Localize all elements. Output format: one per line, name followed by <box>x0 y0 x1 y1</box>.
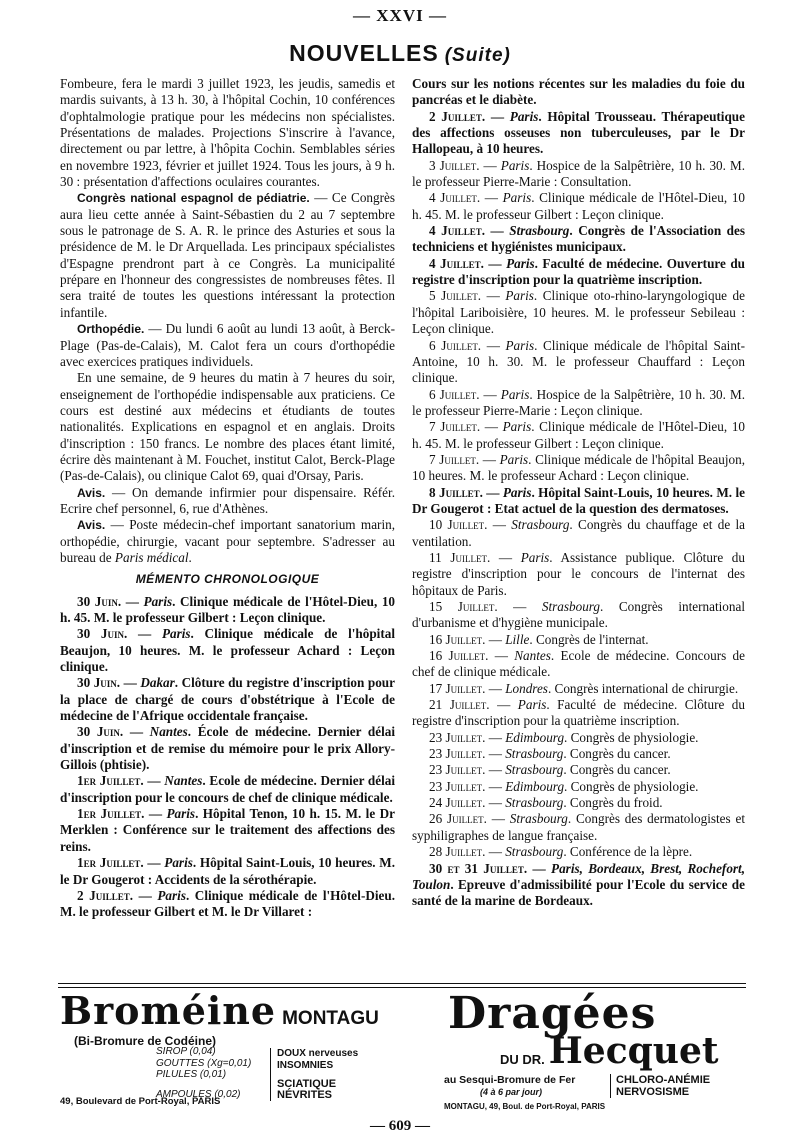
entry-date: 26 Juillet. <box>429 811 487 827</box>
entry-city: Paris <box>164 855 193 871</box>
section-heading: Avis. <box>77 518 106 533</box>
entry-city: Paris <box>502 190 532 206</box>
entry-city: Paris <box>505 337 535 353</box>
memento-heading: MÉMENTO CHRONOLOGIQUE <box>135 572 320 587</box>
entry-date: 28 Juillet. <box>429 844 486 860</box>
entry-date: 30 et 31 Juillet. <box>429 860 528 876</box>
entry-text: . École de médecine. Dernier délai d'inscription et de remise du mémoire pour le prix Allory-Gillois (phtisie). <box>60 724 396 773</box>
entry-date: 6 Juillet. <box>429 386 480 402</box>
entry-text: . Congrès des dermatologistes et syphiligraphes de langue française. <box>412 811 746 843</box>
calendar-entry: 30 Juin. — Paris. Clinique médicale de l'hôpital Beaujon, 10 heures. M. le professeur Achard : Leçon clinique. <box>60 626 395 675</box>
paragraph: Fombeure, fera le mardi 3 juillet 1923, les jeudis, samedis et mardis suivants, à 13 h. 30, à l'hôpital Cochin, 10 conférences d'ophtalmologie pratique pour les médecins non spécialistes. Présentations de malades. Projections S'inscrire à l'avance, directement ou par lettre, à l'hôpita Cochin. Semblables séries en novembre 1923, février et juillet 1924. Tous les jours, à 9 h. 30 : présentation d'affections oculaires courantes. <box>60 76 395 190</box>
indication: CHLORO-ANÉMIE <box>616 1074 711 1086</box>
product-dose: (4 à 6 par jour) <box>480 1087 543 1097</box>
entry-city: Paris <box>499 451 529 467</box>
entry-city: Londres <box>505 680 548 696</box>
bromeine-advert <box>60 990 400 1110</box>
calendar-entry: 30 et 31 Juillet. — Paris, Bordeaux, Brest, Rochefort, Toulon. Epreuve d'admissibilité pour l'Ecole du service de santé de la marine de Bordeaux. <box>412 860 746 909</box>
paragraph-text: — Du lundi 6 août au lundi 13 août, à Berck-Plage (Pas-de-Calais), M. Calot fera un cours d'orthopédie avec exercices pratiques individuels. <box>60 321 395 369</box>
entry-city: Paris <box>502 419 532 435</box>
calendar-entry: 4 Juillet. — Paris. Clinique médicale de l'Hôtel-Dieu, 10 h. 45. M. le professeur Gilbert : Leçon clinique. <box>412 190 746 222</box>
entry-city: Paris <box>500 386 530 402</box>
bromeine-headline <box>60 990 400 1032</box>
entry-date: 16 Juillet. <box>429 648 489 664</box>
paragraph <box>60 190 395 321</box>
indication: NERVOSISME <box>616 1086 690 1098</box>
product-description <box>444 1074 575 1098</box>
entry-date: 21 Juillet. <box>429 697 490 713</box>
entry-city: Paris, Bordeaux, Brest, Rochefort, Toulon <box>412 860 746 892</box>
entry-date: 1er Juillet. <box>77 855 144 871</box>
entry-date: 24 Juillet. <box>429 795 486 811</box>
calendar-entry: 16 Juillet. — Nantes. Ecole de médecine. Concours de chef de clinique médicale. <box>412 648 746 680</box>
entry-text: . Congrès de physiologie. <box>564 778 699 794</box>
entry-city: Edimbourg <box>505 778 565 794</box>
entry-text: . Clinique médicale de l'Hôtel-Dieu, 10 h. 45. M. le professeur Gilbert : Leçon clinique. <box>412 190 746 222</box>
entry-city: Nantes <box>149 724 188 740</box>
entry-date: 7 Juillet. <box>429 451 480 467</box>
calendar-entry: 21 Juillet. — Paris. Faculté de médecine. Clôture du registre d'inscription pour la quatrième inscription. <box>412 697 745 729</box>
entry-date: 2 Juillet. <box>77 887 134 903</box>
entry-text: . Clinique médicale de l'Hôtel-Dieu, 10 h. 45. M. le professeur Gilbert : Leçon clinique. <box>60 593 396 625</box>
entry-city: Paris <box>143 593 173 609</box>
calendar-entry: 6 Juillet. — Paris. Hospice de la Salpêtrière, 10 h. 30. M. le professeur Pierre-Marie : Leçon clinique. <box>412 386 745 418</box>
dosage-form: GOUTTES (Xg=0,01) <box>156 1057 252 1069</box>
calendar-entry: 30 Juin. — Nantes. École de médecine. Dernier délai d'inscription et de remise du mémoire pour le prix Allory-Gillois (phtisie). <box>60 724 396 773</box>
paragraph: En une semaine, de 9 heures du matin à 7 heures du soir, enseignement de l'orthopédie indispensable aux praticiens. Ce cours est destiné aux médecins et étudiants de toutes nationalités. Explications en espagnol et en anglais. Droits d'inscription : 150 francs. Le nombre des places étant limité, écrire dès maintenant à M. Fouchet, institut Calot, Berck-Plage (Pas-de-Calais), ou clinique Calot 69, quai d'Orsay, Paris. <box>60 370 395 484</box>
page-title <box>0 40 800 67</box>
brand-du: DU DR. <box>500 1051 545 1067</box>
entry-city: Dakar <box>140 675 175 691</box>
entry-date: 7 Juillet. <box>429 419 481 435</box>
product-composition: au Sesqui-Bromure de Fer <box>444 1074 576 1086</box>
advertiser-address: MONTAGU, 49, Boul. de Port-Royal, PARIS <box>444 1102 606 1111</box>
entry-city: Paris <box>500 157 530 173</box>
calendar-entry: 23 Juillet. — Edimbourg. Congrès de physiologie. <box>429 729 699 745</box>
paragraph-text: . <box>188 549 192 565</box>
calendar-entry: 16 Juillet. — Lille. Congrès de l'internat. <box>429 631 649 647</box>
page-number: — 609 — <box>370 1118 430 1134</box>
entry-date: 30 Juin. <box>77 593 122 609</box>
entry-text: . Clinique oto-rhino-laryngologique de l'hôpital Lariboisière, 10 heures. M. le professeur Sebileau : Leçon clinique. <box>412 288 746 337</box>
journal-name: Paris médical <box>114 549 189 565</box>
entry-text: . Hôpital Saint-Louis, 10 heures. M. le Dr Gougerot : Accidents de la sérothérapie. <box>60 855 395 887</box>
entry-city: Paris <box>520 549 550 565</box>
entry-city: Strasbourg <box>505 762 564 778</box>
section-heading: Orthopédie. <box>77 322 145 337</box>
calendar-entry: 7 Juillet. — Paris. Clinique médicale de l'hôpital Beaujon, 10 heures. M. le professeur Achard : Leçon clinique. <box>412 451 745 484</box>
indication: NÉVRITES <box>277 1089 333 1101</box>
entry-text: . Congrès du cancer. <box>563 746 671 762</box>
entry-city: Nantes <box>514 648 551 664</box>
calendar-entry: 23 Juillet. — Edimbourg. Congrès de physiologie. <box>429 778 699 794</box>
calendar-entry: 3 Juillet. — Paris. Hospice de la Salpêtrière, 10 h. 30. M. le professeur Pierre-Marie : Consultation. <box>412 157 745 190</box>
entry-text: . Hospice de la Salpêtrière, 10 h. 30. M. le professeur Pierre-Marie : Leçon clinique. <box>412 386 745 418</box>
entry-text: . Clinique médicale de l'hôpital Saint-Antoine, 10 h. 30. M. le professeur Chauffard : Leçon clinique. <box>412 337 745 386</box>
entry-city: Strasbourg <box>511 517 570 533</box>
indication: INSOMNIES <box>277 1059 334 1071</box>
paragraph <box>60 321 395 370</box>
entry-date: 1er Juillet. <box>77 773 144 789</box>
brand-doctor-name: Hecquet <box>548 1030 719 1072</box>
calendar-entry: 23 Juillet. — Strasbourg. Congrès du cancer. <box>429 746 671 762</box>
entry-text: . Faculté de médecine. Ouverture du registre d'inscription pour la quatrième inscription. <box>412 255 746 288</box>
entry-text: . Clinique médicale de l'hôpital Beaujon, 10 heures. M. le professeur Achard : Leçon clinique. <box>412 451 745 484</box>
entry-text: . Hôpital Tenon, 10 h. 15. M. le Dr Merklen : Conférence sur le traitement des affections des reins. <box>60 806 395 854</box>
entry-date: 17 Juillet. <box>429 680 486 696</box>
calendar-entry: 30 Juin. — Dakar. Clôture du registre d'inscription pour la place de chargé de cours d'obstétrique à l'Ecole de médecine de l'Afrique occidentale française. <box>60 675 395 724</box>
title-text: NOUVELLES <box>289 40 439 66</box>
calendar-entry: 15 Juillet. — Strasbourg. Congrès international d'urbanisme et d'hygiène municipale. <box>412 599 745 631</box>
page-roman-number: — XXVI — <box>353 6 447 25</box>
entry-text: . Conférence de la lèpre. <box>563 844 693 860</box>
hecquet-advert <box>440 990 750 1110</box>
brand-subline <box>500 1030 719 1072</box>
brand-name: Dragées <box>448 988 657 1039</box>
entry-city: Paris <box>509 108 539 124</box>
entry-date: 11 Juillet. <box>429 549 491 565</box>
entry-text: . Faculté de médecine. Clôture du registre d'inscription pour la quatrième inscription. <box>412 697 745 729</box>
entry-text: . Ecole de médecine. Dernier délai d'inscription pour le concours de chef de clinique médicale. <box>60 773 395 805</box>
calendar-entry: 24 Juillet. — Strasbourg. Congrès du froid. <box>429 795 663 811</box>
entry-city: Lille <box>505 631 530 647</box>
calendar-entry-continued: Cours sur les notions récentes sur les maladies du foie du pancréas et le diabète. <box>412 76 745 108</box>
entry-date: 3 Juillet. <box>429 157 480 173</box>
entry-date: 8 Juillet. <box>429 484 483 500</box>
entry-date: 10 Juillet. <box>429 517 488 533</box>
entry-text: . Clinique médicale de l'Hôtel-Dieu. M. le professeur Gilbert et M. le Dr Villaret : <box>60 887 396 920</box>
advert-divider <box>58 983 746 984</box>
entry-city: Strasbourg <box>541 599 601 614</box>
entry-city: Paris <box>502 484 532 500</box>
entry-date: 23 Juillet. <box>429 729 486 745</box>
paragraph-text: — Poste médecin-chef important sanatorium marin, orthopédie, chirurgie, vacant pour septembre. S'adresser au bureau de <box>60 517 395 565</box>
calendar-entry: 6 Juillet. — Paris. Clinique médicale de l'hôpital Saint-Antoine, 10 h. 30. M. le professeur Chauffard : Leçon clinique. <box>412 337 745 386</box>
entry-date: 30 Juin. <box>77 724 124 740</box>
entry-date: 23 Juillet. <box>429 762 486 778</box>
calendar-entry: 2 Juillet. — Paris. Clinique médicale de l'Hôtel-Dieu. M. le professeur Gilbert et M. le Dr Villaret : <box>60 887 396 920</box>
entry-date: 2 Juillet. <box>429 108 486 124</box>
indication: DOUX nerveuses <box>277 1048 359 1059</box>
calendar-entry: 4 Juillet. — Strasbourg. Congrès de l'Association des techniciens et hygiénistes municipaux. <box>412 223 745 255</box>
calendar-entry: 1er Juillet. — Paris. Hôpital Tenon, 10 h. 15. M. le Dr Merklen : Conférence sur le traitement des affections des reins. <box>60 806 395 854</box>
calendar-entry: 28 Juillet. — Strasbourg. Conférence de la lèpre. <box>429 844 693 860</box>
entry-text: . Congrès de l'internat. <box>529 631 649 647</box>
entry-text: . Congrès du chauffage et de la ventilation. <box>412 517 746 549</box>
left-column <box>60 76 395 921</box>
entry-date: 15 Juillet. <box>429 599 498 614</box>
calendar-entry: 4 Juillet. — Paris. Faculté de médecine. Ouverture du registre d'inscription pour la quatrième inscription. <box>412 255 746 288</box>
right-column <box>412 76 745 910</box>
dosage-form: PILULES (0,01) <box>156 1069 227 1080</box>
calendar-entry: 8 Juillet. — Paris. Hôpital Saint-Louis, 10 heures. M. le Dr Gougerot : Etat actuel de la question des dermatoses. <box>412 484 745 516</box>
calendar-entry: 17 Juillet. — Londres. Congrès international de chirurgie. <box>429 680 739 696</box>
entry-text: . Epreuve d'admissibilité pour l'Ecole du service de santé de la marine de Bordeaux. <box>412 876 745 909</box>
paragraph-text: — Ce Congrès aura lieu cette année à Saint-Sébastien du 2 au 7 septembre sous le patronage de S. A. R. le prince des Asturies et sous la présidence de M. le Dr Arquellada. Les principaux spécialistes d'Espagne prendront part à ce Congrès. La municipalité prépare en l'honneur des congressistes de nombreuses fêtes. Il sera traité de toutes les questions intéressant la protection infantile. <box>60 190 395 320</box>
calendar-entry: 1er Juillet. — Paris. Hôpital Saint-Louis, 10 heures. M. le Dr Gougerot : Accidents de la sérothérapie. <box>60 855 395 887</box>
entry-date: 6 Juillet. <box>429 337 482 353</box>
advertiser-address: 49, Boulevard de Port-Royal, PARIS <box>60 1096 221 1107</box>
entry-city: Strasbourg <box>505 844 564 860</box>
entry-city: Paris <box>157 887 186 903</box>
entry-text: . Hôpital Saint-Louis, 10 heures. M. le Dr Gougerot : Etat actuel de la question des dermatoses. <box>412 484 745 516</box>
entry-city: Paris <box>161 626 191 642</box>
calendar-entry: 30 Juin. — Paris. Clinique médicale de l'Hôtel-Dieu, 10 h. 45. M. le professeur Gilbert : Leçon clinique. <box>60 593 396 625</box>
entry-city: Strasbourg <box>509 223 570 239</box>
entry-text: . Congrès du froid. <box>563 795 663 811</box>
brand-maker: MONTAGU <box>282 1008 379 1029</box>
entry-text: . Congrès du cancer. <box>563 762 671 778</box>
entry-city: Nantes <box>164 773 203 789</box>
entry-date: 4 Juillet. <box>429 223 486 239</box>
brand-name: Broméine <box>60 988 277 1033</box>
entry-text: . Clôture du registre d'inscription pour la place de chargé de cours d'obstétrique à l'Ecole de médecine de l'Afrique occidentale française. <box>60 675 395 724</box>
entry-text: . Clinique médicale de l'hôpital Beaujon, 10 heures. M. le professeur Achard : Leçon clinique. <box>60 626 395 675</box>
calendar-entry: 26 Juillet. — Strasbourg. Congrès des dermatologistes et syphiligraphes de langue française. <box>412 811 746 843</box>
paragraph-text: — On demande infirmier pour dispensaire. Référ. Ecrire chef personnel, 6, rue d'Athènes. <box>60 484 395 516</box>
entry-text: . Hôpital Trousseau. Thérapeutique des affections osseuses non tuberculeuses, par le Dr Hallopeau, à 10 heures. <box>412 108 745 157</box>
indications <box>270 1048 358 1101</box>
section-heading: Congrès national espagnol de pédiatrie. <box>77 191 310 206</box>
dosage-forms <box>156 1046 251 1100</box>
entry-city: Strasbourg <box>505 795 564 811</box>
entry-text: . Congrès de physiologie. <box>564 729 699 745</box>
entry-date: 23 Juillet. <box>429 746 486 762</box>
entry-city: Edimbourg <box>505 729 565 745</box>
entry-text: . Assistance publique. Clôture du registre d'inscription pour le concours de l'internat des hôpitaux de Paris. <box>412 549 745 598</box>
section-heading: Avis. <box>77 485 106 500</box>
entry-date: 4 Juillet. <box>429 255 484 271</box>
indications <box>610 1074 710 1098</box>
entry-date: 30 Juin. <box>77 626 128 642</box>
entry-date: 4 Juillet. <box>429 190 481 206</box>
calendar-entry: 11 Juillet. — Paris. Assistance publique. Clôture du registre d'inscription pour le concours de l'internat des hôpitaux de Paris. <box>412 549 745 598</box>
product-description: (Bi-Bromure de Codéine) <box>74 1034 217 1048</box>
dosage-form: SIROP (0,04) <box>156 1046 216 1057</box>
calendar-entry: 10 Juillet. — Strasbourg. Congrès du chauffage et de la ventilation. <box>412 517 746 549</box>
calendar-entry: 5 Juillet. — Paris. Clinique oto-rhino-laryngologique de l'hôpital Lariboisière, 10 heures. M. le professeur Sebileau : Leçon clinique. <box>412 288 746 337</box>
entry-city: Paris <box>506 255 535 271</box>
calendar-entry: 7 Juillet. — Paris. Clinique médicale de l'Hôtel-Dieu, 10 h. 45. M. le professeur Gilbert : Leçon clinique. <box>412 419 746 451</box>
paragraph <box>60 517 395 566</box>
entry-city: Paris <box>517 697 547 713</box>
indication: SCIATIQUE <box>277 1078 337 1090</box>
entry-city: Paris <box>166 806 196 822</box>
entry-text: . Congrès de l'Association des techniciens et hygiénistes municipaux. <box>412 223 745 255</box>
calendar-entry: 1er Juillet. — Nantes. Ecole de médecine. Dernier délai d'inscription pour le concours de chef de clinique médicale. <box>60 773 395 805</box>
title-suffix: (Suite) <box>444 45 511 66</box>
paragraph <box>60 485 395 518</box>
entry-city: Strasbourg <box>505 746 564 762</box>
calendar-entry: 23 Juillet. — Strasbourg. Congrès du cancer. <box>429 762 671 778</box>
entry-date: 23 Juillet. <box>429 778 486 794</box>
dosage-form: AMPOULES (0,02) <box>156 1088 241 1100</box>
entry-date: 30 Juin. <box>77 675 121 691</box>
entry-text: . Congrès international de chirurgie. <box>547 680 739 696</box>
entry-date: 1er Juillet. <box>77 806 145 822</box>
entry-city: Paris <box>505 288 534 304</box>
entry-text: . Clinique médicale de l'Hôtel-Dieu, 10 h. 45. M. le professeur Gilbert : Leçon clinique. <box>412 419 746 451</box>
entry-date: 5 Juillet. <box>429 288 482 304</box>
entry-text: . Hospice de la Salpêtrière, 10 h. 30. M. le professeur Pierre-Marie : Consultation. <box>412 157 745 190</box>
entry-city: Strasbourg <box>509 811 568 827</box>
entry-date: 16 Juillet. <box>429 631 486 647</box>
entry-text: . Congrès international d'urbanisme et d'hygiène municipale. <box>412 599 745 631</box>
entry-text: . Ecole de médecine. Concours de chef de clinique médicale. <box>412 648 746 680</box>
calendar-entry: 2 Juillet. — Paris. Hôpital Trousseau. Thérapeutique des affections osseuses non tuberculeuses, par le Dr Hallopeau, à 10 heures. <box>412 108 745 157</box>
